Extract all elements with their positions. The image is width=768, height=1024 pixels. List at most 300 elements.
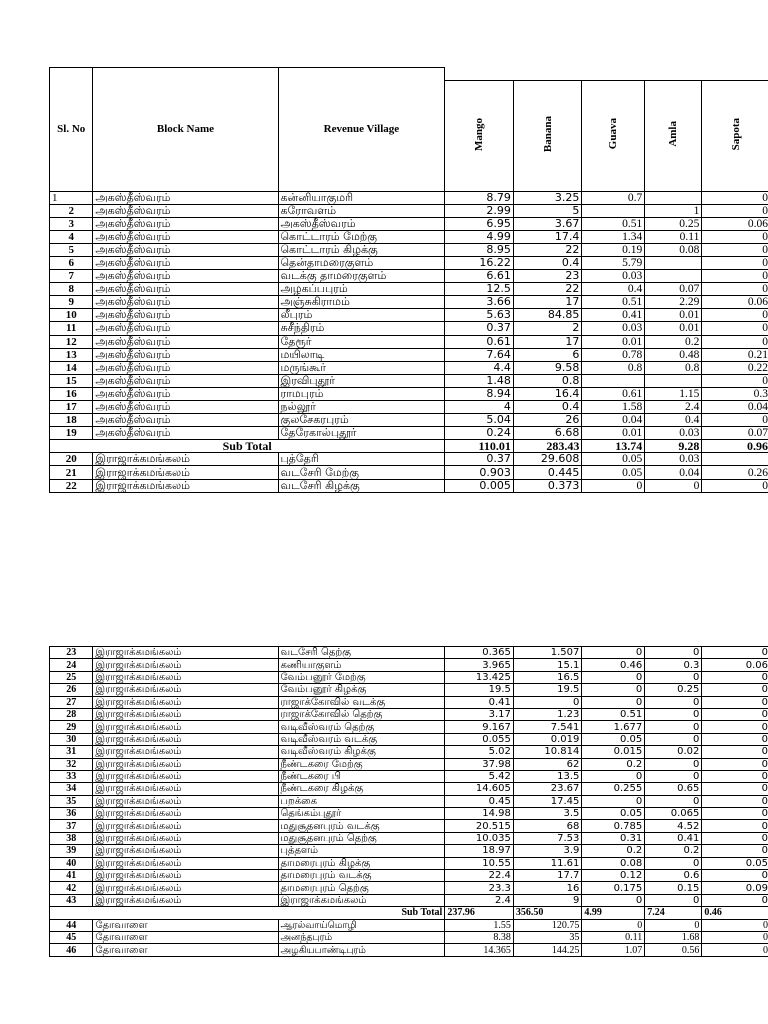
cell-sl-no: 37 (50, 820, 93, 832)
cell-revenue-village: வேம்பனூர் கிழக்கு (278, 684, 445, 696)
cell-value: 0 (582, 684, 645, 696)
cell-sl-no: 25 (50, 671, 93, 683)
table-row (50, 217, 768, 230)
cell-sl-no: 26 (50, 684, 93, 696)
cell-revenue-village: தேரேகால்புதூர் (278, 427, 445, 440)
cell-revenue-village: குலசேகரபுரம் (278, 414, 445, 427)
cell-value: 0 (702, 335, 768, 348)
cell-value: 4 (445, 401, 514, 414)
crop-header-banana: Banana (513, 80, 582, 191)
cell-value: 0.01 (582, 335, 645, 348)
cell-revenue-village: நீண்டகரை பி (278, 770, 445, 782)
cell-block-name: அகஸ்தீஸ்வரம் (93, 427, 278, 440)
table-row (50, 270, 768, 283)
cell-value: 1.68 (645, 931, 702, 943)
table-row (50, 721, 768, 733)
cell-value: 0 (702, 647, 768, 659)
cell-value: 18.97 (445, 845, 514, 857)
subtotal-value: 283.43 (513, 440, 582, 453)
cell-value: 0.05 (582, 733, 645, 745)
cell-block-name: இராஜாக்கமங்கலம் (93, 684, 278, 696)
cell-value: 68 (513, 820, 582, 832)
cell-revenue-village: மதுசூதனபுரம் வடக்கு (278, 820, 445, 832)
subtotal-value: 356.50 (513, 907, 582, 919)
cell-sl-no: 21 (50, 466, 93, 479)
cell-value: 0 (645, 708, 702, 720)
cell-block-name: அகஸ்தீஸ்வரம் (93, 401, 278, 414)
cell-sl-no: 30 (50, 733, 93, 745)
cell-value: 17.7 (513, 870, 582, 882)
cell-block-name: அகஸ்தீஸ்வரம் (93, 256, 278, 269)
cell-value: 0.04 (645, 466, 702, 479)
cell-value: 22 (513, 283, 582, 296)
cell-value: 0.61 (582, 387, 645, 400)
cell-value: 0.02 (645, 746, 702, 758)
cell-value: 8.95 (445, 243, 514, 256)
cell-sl-no: 1 (50, 191, 93, 204)
cell-value: 29.608 (513, 453, 582, 466)
table-row (50, 783, 768, 795)
cell-value: 4.4 (445, 361, 514, 374)
cell-value: 3.5 (513, 808, 582, 820)
cell-value: 19.5 (445, 684, 514, 696)
cell-revenue-village: தேரூர் (278, 335, 445, 348)
cell-value: 12.5 (445, 283, 514, 296)
cell-revenue-village: மருங்கூர் (278, 361, 445, 374)
cell-value: 5.63 (445, 309, 514, 322)
crop-header-amla: Amla (645, 80, 702, 191)
cell-block-name: இராஜாக்கமங்கலம் (93, 857, 278, 869)
subtotal-value: 0.96 (702, 440, 768, 453)
cell-value (582, 204, 645, 217)
cell-sl-no: 11 (50, 322, 93, 335)
cell-value: 0.4 (582, 283, 645, 296)
cell-value: 0 (645, 721, 702, 733)
cell-value: 0.175 (582, 882, 645, 894)
cell-value: 0.37 (445, 322, 514, 335)
cell-value: 23.67 (513, 783, 582, 795)
cell-sl-no: 28 (50, 708, 93, 720)
cell-value: 0 (645, 758, 702, 770)
cell-value: 0 (702, 820, 768, 832)
cell-value: 7.541 (513, 721, 582, 733)
table-row (50, 931, 768, 943)
cell-value: 0.65 (645, 783, 702, 795)
cell-value: 0 (645, 479, 702, 492)
cell-value: 0 (702, 684, 768, 696)
data-table-2 (49, 646, 768, 957)
table-row (50, 374, 768, 387)
cell-value: 0.03 (582, 270, 645, 283)
cell-value: 0.01 (645, 322, 702, 335)
cell-value: 0.365 (445, 647, 514, 659)
cell-value: 0 (702, 270, 768, 283)
cell-block-name: இராஜாக்கமங்கலம் (93, 820, 278, 832)
cell-value: 0.05 (582, 808, 645, 820)
cell-value: 0.51 (582, 296, 645, 309)
table-row (50, 309, 768, 322)
table-row (50, 191, 768, 204)
cell-value: 0.24 (445, 427, 514, 440)
cell-sl-no: 44 (50, 919, 93, 931)
table-row (50, 243, 768, 256)
cell-revenue-village: அகஸ்தீஸ்வரம் (278, 217, 445, 230)
table-row (50, 479, 768, 492)
cell-value: 0.903 (445, 466, 514, 479)
subtotal-value: 0.46 (702, 907, 768, 919)
cell-value: 16.5 (513, 671, 582, 683)
cell-value: 5.04 (445, 414, 514, 427)
cell-value: 1.07 (582, 944, 645, 956)
cell-value: 0 (645, 671, 702, 683)
cell-value: 0 (702, 919, 768, 931)
cell-value: 0.445 (513, 466, 582, 479)
cell-value: 0 (702, 944, 768, 956)
cell-value: 0.005 (445, 479, 514, 492)
cell-value: 0.06 (702, 659, 768, 671)
cell-value: 9.167 (445, 721, 514, 733)
cell-value: 0.2 (582, 845, 645, 857)
cell-value: 8.94 (445, 387, 514, 400)
cell-sl-no: 18 (50, 414, 93, 427)
cell-value: 0.41 (582, 309, 645, 322)
cell-sl-no: 36 (50, 808, 93, 820)
cell-value: 0.255 (582, 783, 645, 795)
subtotal-row (50, 907, 768, 919)
cell-sl-no: 13 (50, 348, 93, 361)
subtotal-value: 110.01 (445, 440, 514, 453)
cell-value: 0 (702, 256, 768, 269)
cell-value: 0.08 (582, 857, 645, 869)
cell-value: 10.814 (513, 746, 582, 758)
cell-value: 120.75 (513, 919, 582, 931)
cell-value: 10.55 (445, 857, 514, 869)
subtotal-value: 4.99 (582, 907, 645, 919)
cell-value: 17 (513, 296, 582, 309)
cell-sl-no: 35 (50, 795, 93, 807)
cell-value: 0 (702, 770, 768, 782)
cell-value: 0.12 (582, 870, 645, 882)
cell-value: 22 (513, 243, 582, 256)
table-row (50, 684, 768, 696)
cell-revenue-village: தெங்கம்புதூர் (278, 808, 445, 820)
cell-value: 0.26 (702, 466, 768, 479)
table-row (50, 230, 768, 243)
table-row (50, 832, 768, 844)
cell-value: 0.41 (445, 696, 514, 708)
cell-value: 0 (645, 795, 702, 807)
table-row (50, 919, 768, 931)
cell-value: 0.065 (645, 808, 702, 820)
cell-value: 0 (702, 746, 768, 758)
cell-revenue-village: வடிவீஸ்வரம் தெற்கு (278, 721, 445, 733)
cell-block-name: அகஸ்தீஸ்வரம் (93, 361, 278, 374)
cell-value: 2.99 (445, 204, 514, 217)
cell-sl-no: 39 (50, 845, 93, 857)
cell-revenue-village: ராஜாக்கோவில் தெற்கு (278, 708, 445, 720)
cell-sl-no: 7 (50, 270, 93, 283)
cell-value: 17 (513, 335, 582, 348)
table-row (50, 733, 768, 745)
cell-value: 0.11 (645, 230, 702, 243)
header-revenue-village (278, 68, 445, 192)
cell-value: 0 (582, 770, 645, 782)
cell-value: 0.2 (645, 845, 702, 857)
cell-value (645, 191, 702, 204)
cell-value: 0.4 (513, 256, 582, 269)
cell-value: 5.79 (582, 256, 645, 269)
table-row (50, 453, 768, 466)
cell-value: 2.4 (445, 894, 514, 906)
table-row (50, 335, 768, 348)
cell-value: 0 (645, 894, 702, 906)
cell-sl-no: 31 (50, 746, 93, 758)
cell-value: 3.66 (445, 296, 514, 309)
table-row (50, 708, 768, 720)
table-row (50, 746, 768, 758)
cell-value: 0 (645, 770, 702, 782)
cell-value: 0.11 (582, 931, 645, 943)
cell-revenue-village: மதுசூதனபுரம் தெற்கு (278, 832, 445, 844)
cell-value: 0.05 (582, 453, 645, 466)
cell-sl-no: 9 (50, 296, 93, 309)
cell-value: 0.03 (645, 427, 702, 440)
cell-value: 0 (702, 191, 768, 204)
cell-value: 1 (645, 204, 702, 217)
cell-revenue-village: நீண்டகரை மேற்கு (278, 758, 445, 770)
cell-block-name: அகஸ்தீஸ்வரம் (93, 191, 278, 204)
cell-value: 0.2 (645, 335, 702, 348)
cell-value: 6.61 (445, 270, 514, 283)
cell-value: 0 (702, 671, 768, 683)
cell-value: 0.01 (582, 427, 645, 440)
cell-value: 19.5 (513, 684, 582, 696)
subtotal-value: 9.28 (645, 440, 702, 453)
cell-value: 0 (645, 857, 702, 869)
cell-revenue-village: நீண்டகரை கிழக்கு (278, 783, 445, 795)
cell-block-name: அகஸ்தீஸ்வரம் (93, 296, 278, 309)
cell-value: 0 (702, 758, 768, 770)
table-row (50, 808, 768, 820)
cell-revenue-village: அழகப்பபுரம் (278, 283, 445, 296)
cell-revenue-village: கன்னியாகுமரி (278, 191, 445, 204)
cell-value: 7.64 (445, 348, 514, 361)
cell-value: 0 (702, 708, 768, 720)
cell-sl-no: 3 (50, 217, 93, 230)
cell-value: 23 (513, 270, 582, 283)
cell-value: 1.23 (513, 708, 582, 720)
cell-value: 0 (702, 230, 768, 243)
table-row (50, 348, 768, 361)
cell-block-name: இராஜாக்கமங்கலம் (93, 721, 278, 733)
cell-value: 4.52 (645, 820, 702, 832)
table-row (50, 401, 768, 414)
cell-revenue-village: தாமரைபுரம் வடக்கு (278, 870, 445, 882)
cell-value: 84.85 (513, 309, 582, 322)
cell-value: 15.1 (513, 659, 582, 671)
cell-value: 0 (702, 783, 768, 795)
cell-value: 0.055 (445, 733, 514, 745)
cell-value: 5.02 (445, 746, 514, 758)
cell-value: 0 (582, 696, 645, 708)
cell-block-name: இராஜாக்கமங்கலம் (93, 453, 278, 466)
table-row (50, 427, 768, 440)
cell-value: 0 (702, 832, 768, 844)
cell-value: 1.48 (445, 374, 514, 387)
cell-value: 3.965 (445, 659, 514, 671)
cell-value: 7.53 (513, 832, 582, 844)
cell-block-name: இராஜாக்கமங்கலம் (93, 647, 278, 659)
cell-value: 0.019 (513, 733, 582, 745)
cell-value: 5 (513, 204, 582, 217)
cell-sl-no: 40 (50, 857, 93, 869)
cell-value: 0.46 (582, 659, 645, 671)
cell-value: 3.17 (445, 708, 514, 720)
cell-value: 35 (513, 931, 582, 943)
cell-value: 14.365 (445, 944, 514, 956)
cell-revenue-village: தாமரைபுரம் கிழக்கு (278, 857, 445, 869)
cell-value: 1.55 (445, 919, 514, 931)
cell-value: 0.03 (645, 453, 702, 466)
cell-value: 23.3 (445, 882, 514, 894)
subtotal-value: 237.96 (445, 907, 514, 919)
cell-value: 3.67 (513, 217, 582, 230)
cell-value: 0.07 (702, 427, 768, 440)
cell-revenue-village: புத்தேரி (278, 453, 445, 466)
cell-revenue-village: கொட்டாரம் மேற்கு (278, 230, 445, 243)
cell-sl-no: 22 (50, 479, 93, 492)
cell-block-name: இராஜாக்கமங்கலம் (93, 832, 278, 844)
cell-value: 0.31 (582, 832, 645, 844)
cell-value: 0.06 (702, 217, 768, 230)
cell-value: 0.41 (645, 832, 702, 844)
cell-revenue-village: தென்தாமரைகுளம் (278, 256, 445, 269)
table-row (50, 296, 768, 309)
cell-revenue-village: வடக்கு தாமரைகுளம் (278, 270, 445, 283)
cell-value: 22.4 (445, 870, 514, 882)
table-row (50, 322, 768, 335)
cell-value: 0.05 (702, 857, 768, 869)
cell-revenue-village: ராமபுரம் (278, 387, 445, 400)
cell-value: 144.25 (513, 944, 582, 956)
cell-value (702, 453, 768, 466)
cell-value: 0 (702, 931, 768, 943)
cell-sl-no: 41 (50, 870, 93, 882)
cell-revenue-village: பறக்கை (278, 795, 445, 807)
cell-value: 0.51 (582, 708, 645, 720)
cell-sl-no: 4 (50, 230, 93, 243)
cell-value: 0.03 (582, 322, 645, 335)
cell-value: 0.19 (582, 243, 645, 256)
cell-revenue-village: வடசேரி மேற்கு (278, 466, 445, 479)
cell-value: 10.035 (445, 832, 514, 844)
header-sl-no (50, 68, 93, 192)
cell-value: 4.99 (445, 230, 514, 243)
cell-revenue-village: புத்தளம் (278, 845, 445, 857)
cell-value: 0.06 (702, 296, 768, 309)
table-row (50, 894, 768, 906)
cell-block-name: இராஜாக்கமங்கலம் (93, 733, 278, 745)
cell-value: 0.56 (645, 944, 702, 956)
cell-value: 0 (645, 696, 702, 708)
cell-value: 0 (582, 919, 645, 931)
cell-block-name: அகஸ்தீஸ்வரம் (93, 217, 278, 230)
crop-header-sapota: Sapota (702, 80, 768, 191)
cell-sl-no: 24 (50, 659, 93, 671)
cell-sl-no: 20 (50, 453, 93, 466)
cell-sl-no: 5 (50, 243, 93, 256)
cell-value: 0.37 (445, 453, 514, 466)
cell-block-name: இராஜாக்கமங்கலம் (93, 845, 278, 857)
cell-block-name: தோவாளை (93, 931, 278, 943)
cell-value: 1.58 (582, 401, 645, 414)
cell-revenue-village: நல்லூர் (278, 401, 445, 414)
table-row (50, 944, 768, 956)
cell-value: 14.605 (445, 783, 514, 795)
crop-header-guava: Guava (582, 80, 645, 191)
cell-sl-no: 2 (50, 204, 93, 217)
cell-block-name: தோவாளை (93, 919, 278, 931)
cell-block-name: அகஸ்தீஸ்வரம் (93, 243, 278, 256)
cell-value: 5.42 (445, 770, 514, 782)
cell-value: 0.01 (645, 309, 702, 322)
crop-header-mango: Mango (445, 80, 514, 191)
cell-block-name: இராஜாக்கமங்கலம் (93, 659, 278, 671)
cell-value: 0 (702, 894, 768, 906)
cell-sl-no: 34 (50, 783, 93, 795)
cell-value: 0.25 (645, 684, 702, 696)
cell-block-name: அகஸ்தீஸ்வரம் (93, 204, 278, 217)
cell-sl-no: 15 (50, 374, 93, 387)
table-row (50, 361, 768, 374)
cell-value: 1.677 (582, 721, 645, 733)
cell-sl-no: 27 (50, 696, 93, 708)
cell-block-name: அகஸ்தீஸ்வரம் (93, 387, 278, 400)
table-row (50, 845, 768, 857)
cell-value: 0 (702, 283, 768, 296)
cell-value: 0.51 (582, 217, 645, 230)
cell-revenue-village: கணியாகுளம் (278, 659, 445, 671)
cell-sl-no: 12 (50, 335, 93, 348)
cell-value: 0.8 (582, 361, 645, 374)
cell-sl-no: 17 (50, 401, 93, 414)
cell-block-name: இராஜாக்கமங்கலம் (93, 783, 278, 795)
table-row (50, 256, 768, 269)
cell-value: 6.68 (513, 427, 582, 440)
cell-revenue-village: இராஜாக்கமங்கலம் (278, 894, 445, 906)
cell-sl-no: 45 (50, 931, 93, 943)
cell-value: 0 (582, 479, 645, 492)
cell-revenue-village: வடிவீஸ்வரம் வடக்கு (278, 733, 445, 745)
cell-value: 0.05 (582, 466, 645, 479)
cell-value: 0.3 (645, 659, 702, 671)
cell-revenue-village: மயிலாடி (278, 348, 445, 361)
table-row (50, 647, 768, 659)
data-table-1 (49, 67, 768, 493)
cell-value: 14.98 (445, 808, 514, 820)
cell-value: 0.4 (513, 401, 582, 414)
cell-value: 0.785 (582, 820, 645, 832)
cell-value (645, 270, 702, 283)
cell-value: 8.79 (445, 191, 514, 204)
cell-value: 0 (702, 721, 768, 733)
cell-value: 0.373 (513, 479, 582, 492)
cell-value: 0 (702, 696, 768, 708)
cell-block-name: அகஸ்தீஸ்வரம் (93, 283, 278, 296)
cell-block-name: இராஜாக்கமங்கலம் (93, 770, 278, 782)
cell-block-name: இராஜாக்கமங்கலம் (93, 479, 278, 492)
cell-value: 16.4 (513, 387, 582, 400)
